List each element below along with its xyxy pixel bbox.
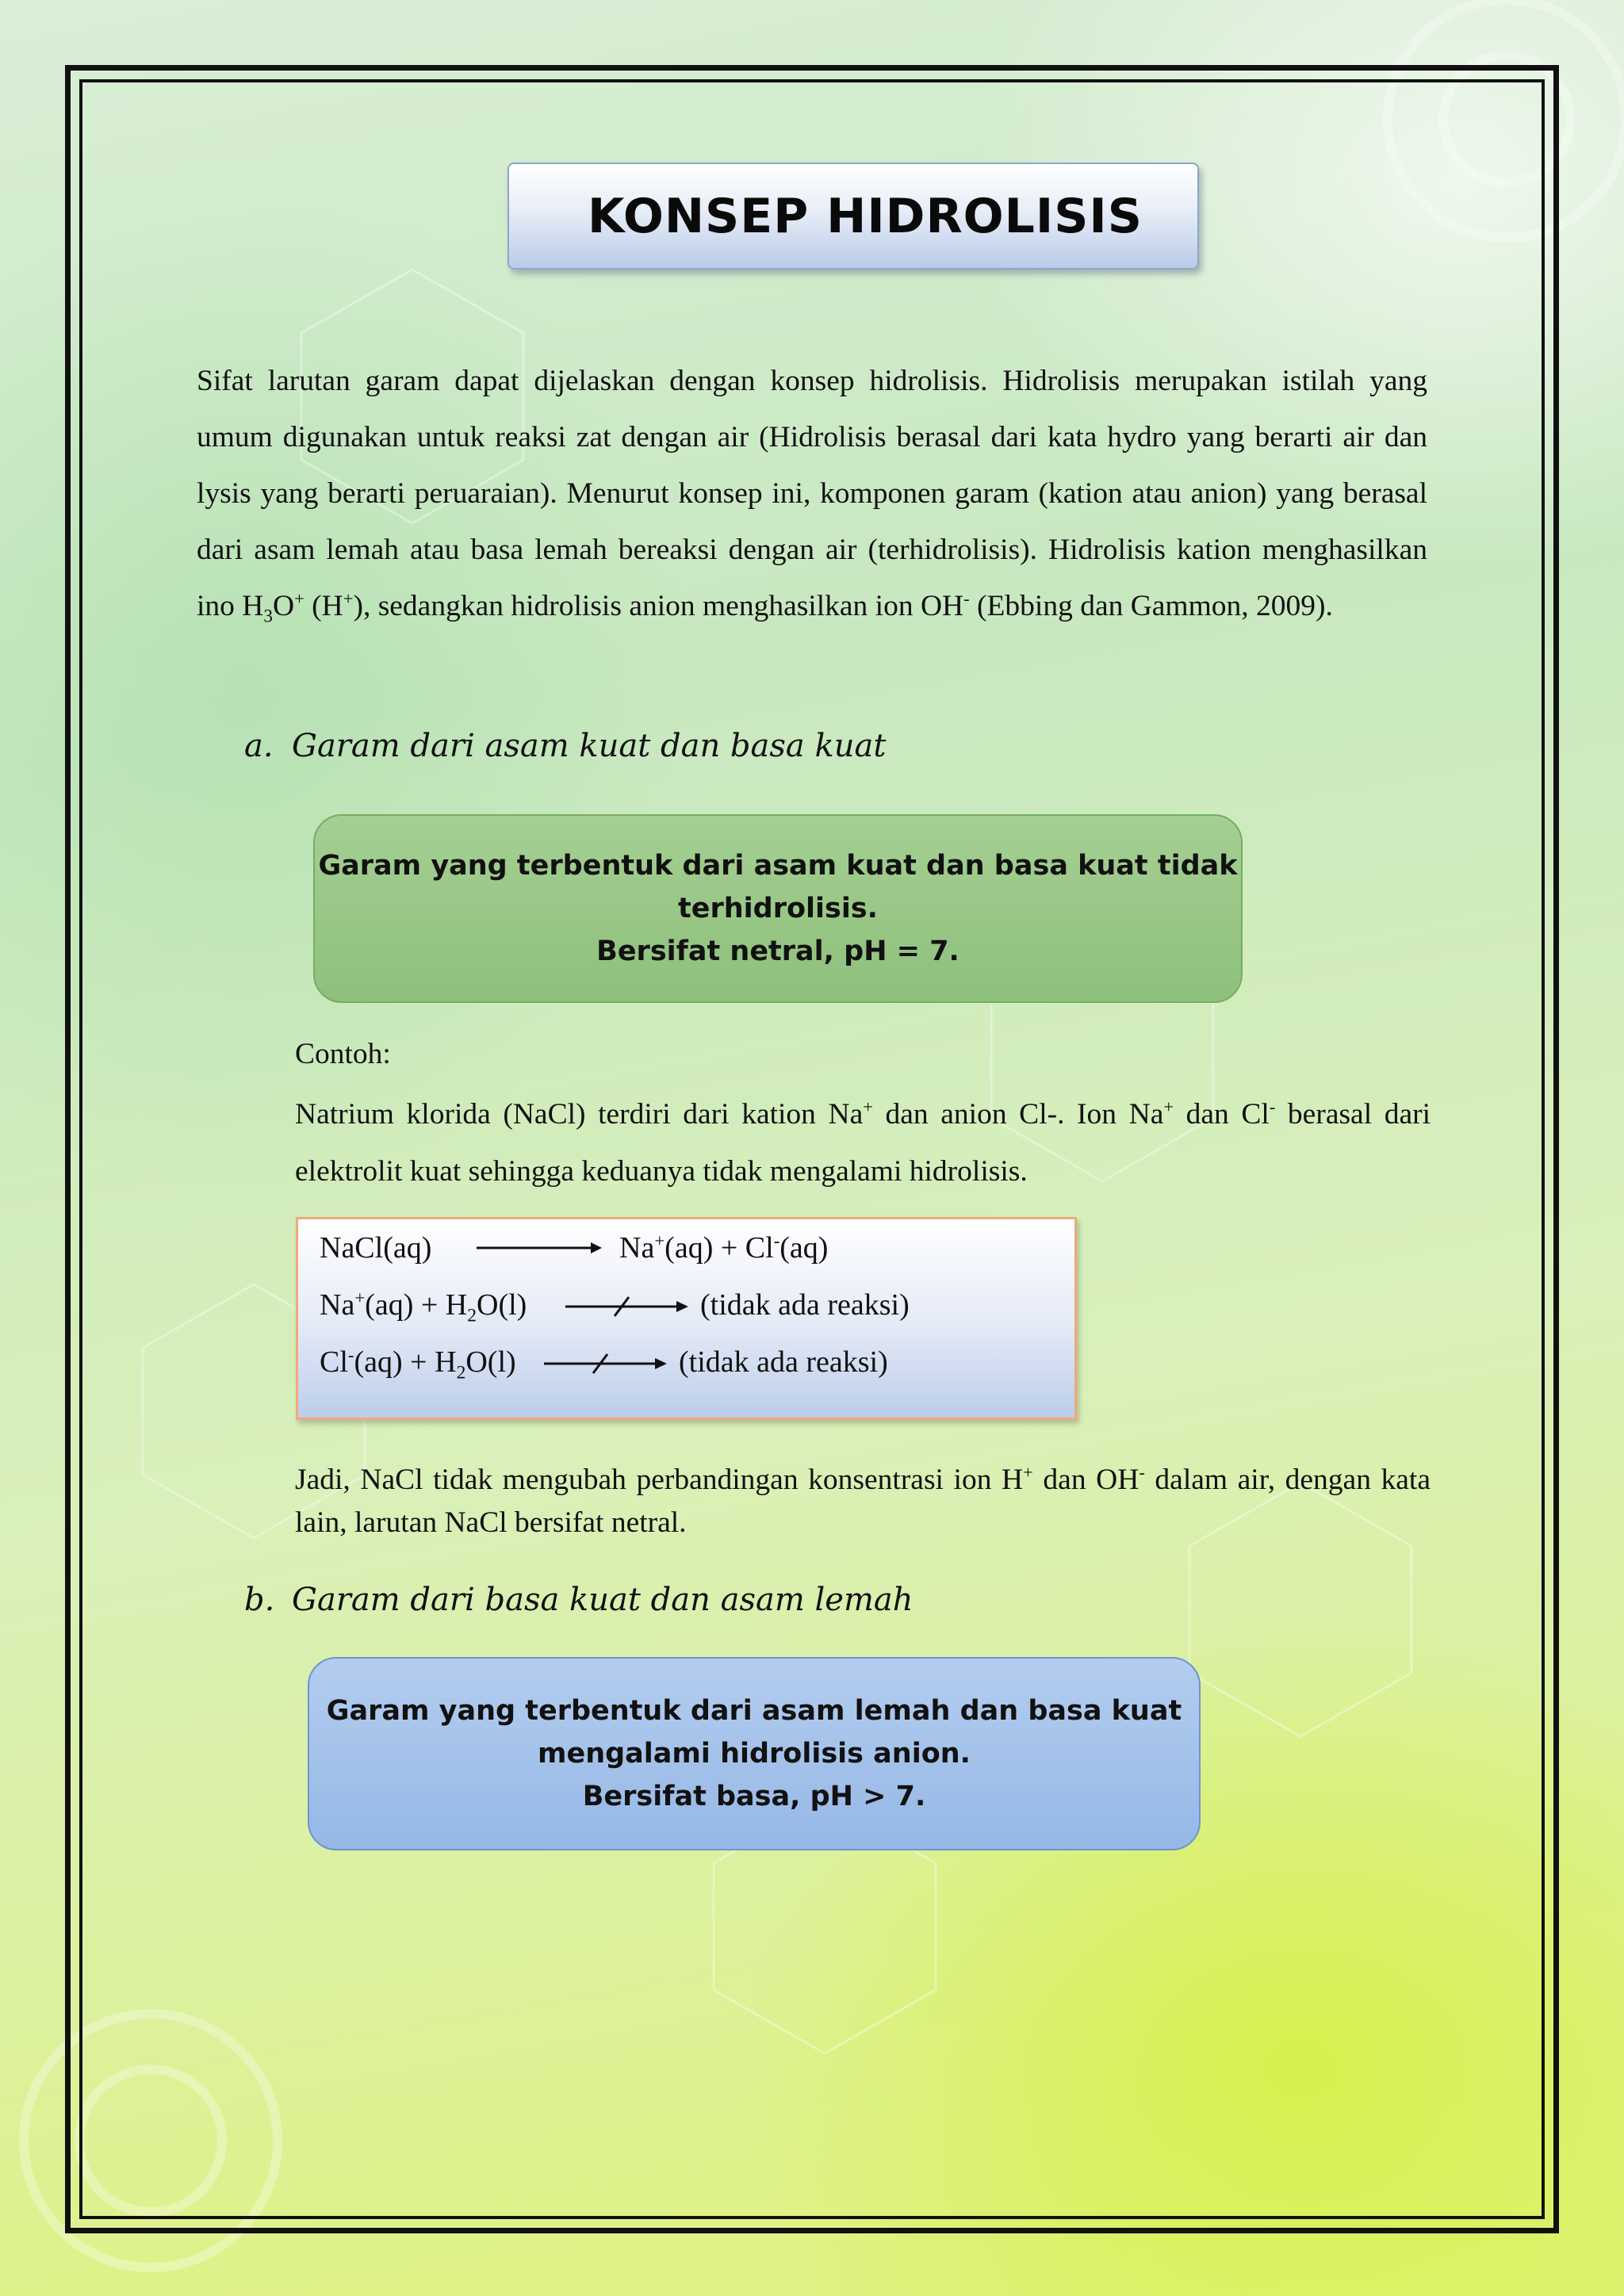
eq1-s1: + — [654, 1230, 665, 1251]
rule-box-a — [313, 814, 1243, 1003]
eq3-l2: (aq) + H — [354, 1345, 457, 1379]
eq3-sub: 2 — [456, 1362, 466, 1383]
conclusion-text-1: Jadi, NaCl tidak mengubah perbandingan konsentrasi ion H — [295, 1464, 1024, 1496]
section-a-heading — [244, 728, 886, 764]
eq3-l1: Cl — [320, 1345, 348, 1379]
eq3-s1: - — [347, 1345, 354, 1365]
intro-text-5: (Ebbing dan Gammon, 2009). — [969, 590, 1333, 622]
intro-sup-2: + — [343, 588, 354, 609]
intro-text-3: (H — [304, 590, 343, 622]
example-paragraph — [295, 1086, 1431, 1200]
intro-sup-3: - — [963, 588, 970, 609]
equation-2-right: (tidak ada reaksi) — [700, 1288, 910, 1322]
example-sup-2: + — [1163, 1096, 1174, 1117]
equation-1-right — [619, 1229, 828, 1267]
no-reaction-arrow-icon — [565, 1295, 692, 1318]
equation-3-right: (tidak ada reaksi) — [679, 1345, 888, 1379]
example-text-4: berasal dari elektrolit kuat sehingga keduanya tidak mengalami hidrolisis. — [295, 1098, 1431, 1188]
eq2-l1: Na — [320, 1288, 355, 1322]
equation-1-left: NaCl(aq) — [320, 1231, 432, 1265]
intro-sup-1: + — [294, 588, 304, 609]
rule-a-line-3: Bersifat netral, pH = 7. — [596, 936, 959, 967]
example-sup-1: + — [863, 1096, 873, 1117]
rule-a-line-1: Garam yang terbentuk dari asam kuat dan basa kuat tidak — [318, 850, 1238, 882]
example-text-2: dan anion Cl-. Ion Na — [872, 1098, 1164, 1131]
rule-b-line-1: Garam yang terbentuk dari asam lemah dan basa kuat — [326, 1695, 1182, 1727]
section-a-title: Garam dari asam kuat dan basa kuat — [292, 728, 887, 764]
conclusion-text-3: dalam air, dengan kata lain, larutan NaCl bersifat netral. — [295, 1464, 1431, 1539]
rule-b-line-3: Bersifat basa, pH > 7. — [582, 1781, 926, 1812]
title-banner — [508, 163, 1199, 270]
example-text-1: Natrium klorida (NaCl) terdiri dari kation Na — [295, 1098, 864, 1131]
intro-sub-3: 3 — [263, 606, 273, 627]
eq1-s2: - — [773, 1230, 780, 1251]
section-b-title: Garam dari basa kuat dan asam lemah — [292, 1582, 914, 1618]
eq1-r2: (aq) + Cl — [665, 1231, 774, 1265]
eq2-l2: (aq) + H — [365, 1288, 468, 1322]
no-reaction-arrow-icon — [544, 1353, 671, 1375]
eq1-r3: (aq) — [779, 1231, 829, 1265]
section-a-marker: a. — [244, 728, 274, 764]
intro-text-1: Sifat larutan garam dapat dijelaskan dengan konsep hidrolisis. Hidrolisis merupakan istilah yang umum digunakan untuk reaksi zat dengan air (Hidrolisis berasal dari kata hydro yang berarti air dan lysis yang berarti peruaraian). Menurut konsep ini, komponen garam (kation atau anion) yang berasal dari asam lemah atau basa lemah bereaksi dengan air (terhidrolisis). Hidrolisis kation menghasilkan ino H — [197, 365, 1427, 622]
eq3-l3: O(l) — [465, 1345, 516, 1379]
conclusion-paragraph — [295, 1459, 1431, 1544]
example-text-3: dan Cl — [1174, 1098, 1270, 1131]
eq2-sub: 2 — [467, 1305, 477, 1326]
section-b-heading — [244, 1582, 913, 1618]
equation-box — [296, 1217, 1077, 1420]
equation-2-left — [320, 1286, 527, 1324]
reaction-arrow-icon — [477, 1240, 603, 1256]
intro-text-2: O — [273, 590, 295, 622]
eq2-s1: + — [354, 1288, 366, 1308]
conclusion-sup-2: - — [1139, 1462, 1145, 1483]
conclusion-sup-1: + — [1023, 1462, 1033, 1483]
conclusion-text-2: dan OH — [1032, 1464, 1139, 1496]
rule-a-line-2: terhidrolisis. — [678, 893, 878, 924]
eq2-l3: O(l) — [477, 1288, 527, 1322]
intro-paragraph — [197, 353, 1427, 634]
example-sup-3: - — [1269, 1096, 1276, 1117]
rule-b-line-2: mengalami hidrolisis anion. — [538, 1738, 971, 1770]
equation-3-left — [320, 1343, 516, 1381]
page-title: KONSEP HIDROLISIS — [588, 188, 1143, 244]
example-label: Contoh: — [295, 1038, 391, 1070]
intro-text-4: ), sedangkan hidrolisis anion menghasilkan ion OH — [353, 590, 964, 622]
rule-box-b — [308, 1657, 1201, 1850]
eq1-r1: Na — [619, 1231, 655, 1265]
section-b-marker: b. — [244, 1582, 275, 1618]
